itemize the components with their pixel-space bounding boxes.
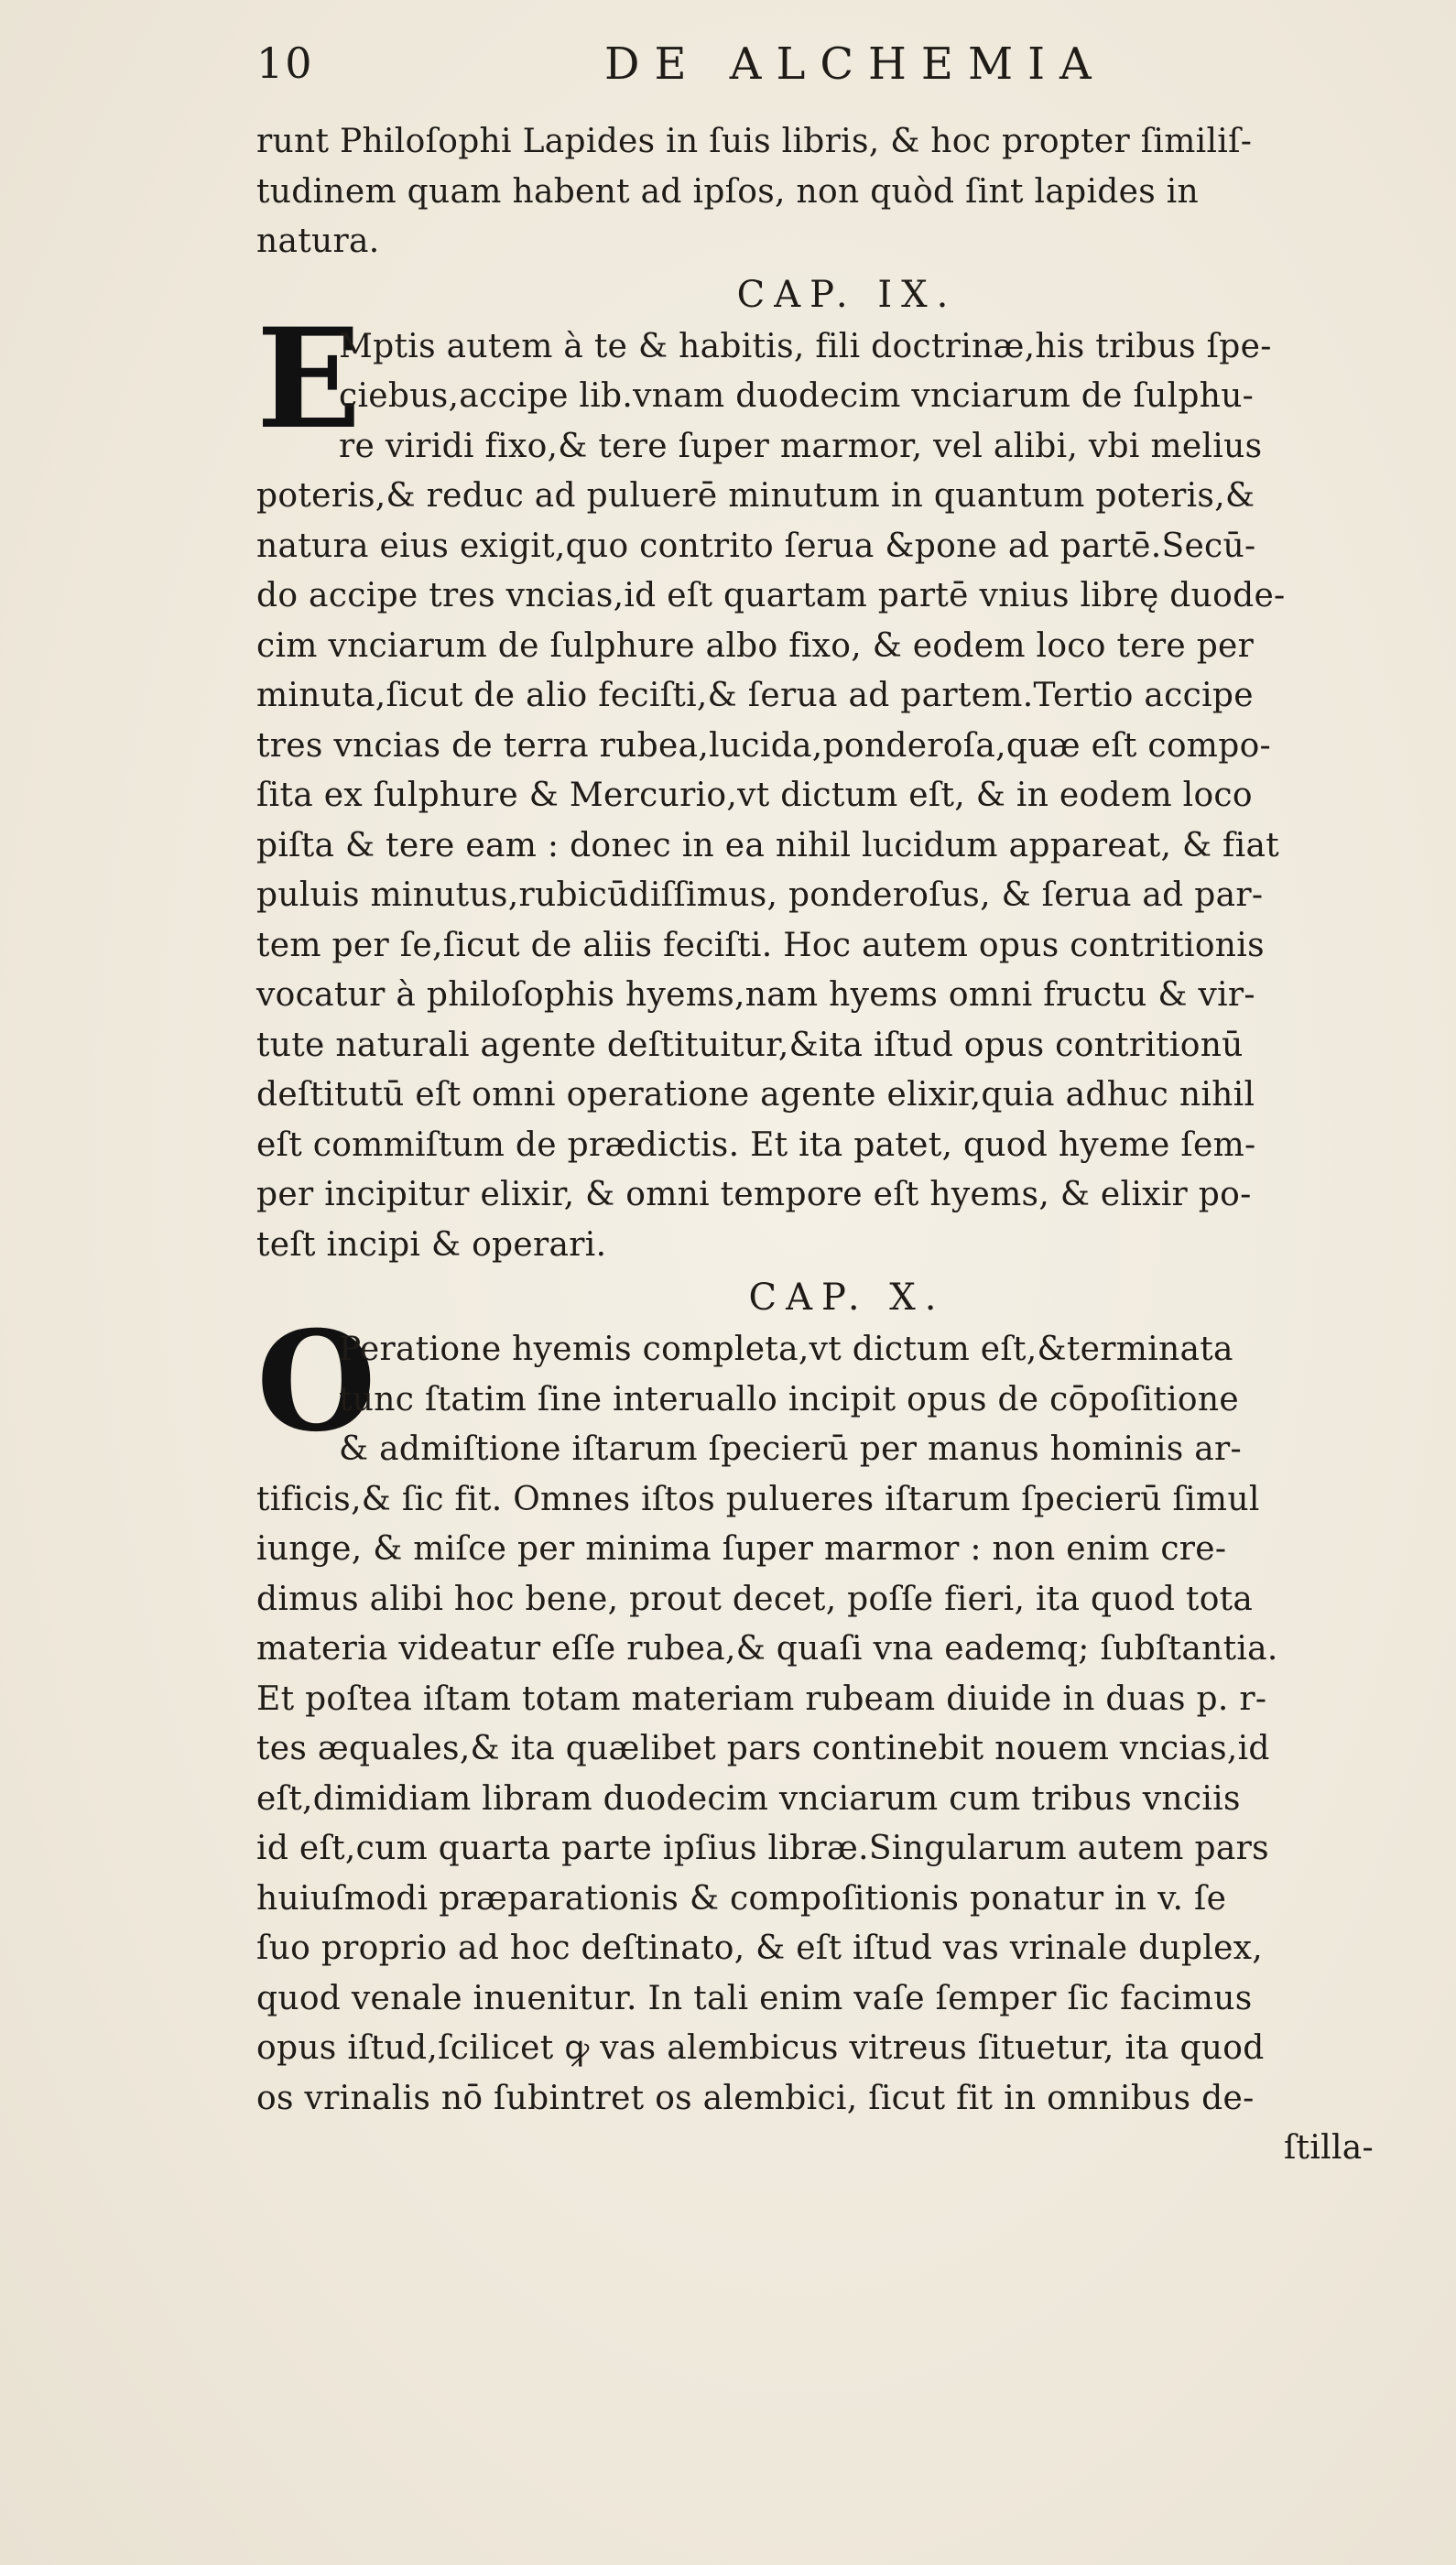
text-line: materia videatur eſſe rubea,& quaſi vna eademq; ſubſtantia. — [256, 1630, 1278, 1668]
text-line: quod venale inuenitur. In tali enim vaſe ſemper ſic facimus — [256, 1979, 1253, 2017]
text-line: runt Philoſophi Lapides in ſuis libris, & hoc propter ſimiliſ- — [256, 123, 1253, 160]
text-line: re viridi fixo,& tere ſuper marmor, vel alibi, vbi melius — [339, 427, 1263, 465]
text-line: minuta,ſicut de alio feciſti,& ſerua ad partem.Tertio accipe — [256, 677, 1254, 714]
text-line: Peratione hyemis completa,vt dictum eſt,&terminata — [339, 1331, 1233, 1368]
page-number: 10 — [256, 38, 314, 88]
text-line: do accipe tres vncias,id eſt quartam partē vnius librę duode- — [256, 577, 1286, 614]
text-line: Mptis autem à te & habitis, fili doctrinæ,his tribus ſpe- — [339, 327, 1272, 365]
text-line: ciebus,accipe lib.vnam duodecim vnciarum de ſulphu- — [339, 377, 1255, 415]
text-line: deſtitutū eſt omni operatione agente elixir,quia adhuc nihil — [256, 1076, 1255, 1114]
text-line: puluis minutus,rubicūdiſſimus, ponderoſus, & ſerua ad par- — [256, 876, 1264, 914]
text-line: dimus alibi hoc bene, prout decet, poſſe fieri, ita quod tota — [256, 1580, 1254, 1618]
text-line: tute naturali agente deſtituitur,&ita iſtud opus contritionū — [256, 1026, 1244, 1064]
text-line: opus iſtud,ſcilicet ꝙ vas alembicus vitreus ſituetur, ita quod — [256, 2029, 1265, 2067]
text-line: eſt,dimidiam libram duodecim vnciarum cum tribus vnciis — [256, 1779, 1241, 1818]
text-line: ſuo proprio ad hoc deſtinato, & eſt iſtud vas vrinale duplex, — [256, 1929, 1264, 1967]
text-line: tres vncias de terra rubea,lucida,ponderoſa,quæ eſt compo- — [256, 726, 1272, 765]
text-line: ſita ex ſulphure & Mercurio,vt dictum eſt, & in eodem loco — [256, 777, 1253, 814]
text-line: teſt incipi & operari. — [256, 1225, 607, 1264]
chapter-ix-opening — [256, 298, 1401, 473]
page-header — [256, 38, 1337, 103]
drop-cap-o: O — [256, 1301, 376, 1462]
text-line: piſta & tere eam : donec in ea nihil lucidum appareat, & fiat — [256, 826, 1280, 864]
text-line: tificis,& ſic fit. Omnes iſtos pulueres iſtarum ſpecierū ſimul — [256, 1480, 1260, 1518]
text-line: tem per ſe,ſicut de aliis feciſti. Hoc autem opus contritionis — [256, 926, 1265, 964]
text-line: vocatur à philoſophis hyems,nam hyems omni fructu & vir- — [256, 976, 1255, 1014]
text-block — [256, 117, 1401, 2174]
text-line: huiuſmodi præparationis & compoſitionis ponatur in v. ſe — [256, 1879, 1227, 1918]
running-title: DE ALCHEMIA — [604, 38, 1106, 90]
text-line: cim vnciarum de ſulphure albo fixo, & eodem loco tere per — [256, 626, 1255, 665]
text-line: Et poſtea iſtam totam materiam rubeam diuide in duas p. r- — [256, 1679, 1267, 1718]
text-line: tunc ſtatim ſine interuallo incipit opus de cōpoſitione — [339, 1380, 1239, 1418]
text-line: tudinem quam habent ad ipſos, non quòd ſint lapides in — [256, 172, 1200, 211]
drop-cap-e: E — [256, 298, 362, 460]
chapter-heading-x: CAP. X. — [748, 1277, 946, 1319]
catchword: ſtilla- — [1283, 2129, 1374, 2167]
text-line: os vrinalis nō ſubintret os alembici, ſicut fit in omnibus de- — [256, 2079, 1255, 2117]
chapter-heading-ix: CAP. IX. — [736, 273, 958, 316]
text-line: per incipitur elixir, & omni tempore eſt hyems, & elixir po- — [256, 1176, 1252, 1213]
text-line: eſt commiſtum de prædictis. Et ita patet, quod hyeme ſem- — [256, 1125, 1256, 1164]
text-line: tes æquales,& ita quælibet pars continebit nouem vncias,id — [256, 1730, 1270, 1767]
text-line: & admiſtione iſtarum ſpecierū per manus hominis ar- — [339, 1430, 1242, 1468]
text-line: natura eius exigit,quo contrito ſerua &pone ad partē.Secū- — [256, 527, 1256, 565]
text-line: iunge, & miſce per minima ſuper marmor : non enim cre- — [256, 1530, 1227, 1568]
text-line: id eſt,cum quarta parte ipſius libræ.Singularum autem pars — [256, 1830, 1269, 1867]
text-line: natura. — [256, 223, 380, 260]
text-line: poteris,& reduc ad puluerē minutum in quantum poteris,& — [256, 477, 1255, 515]
